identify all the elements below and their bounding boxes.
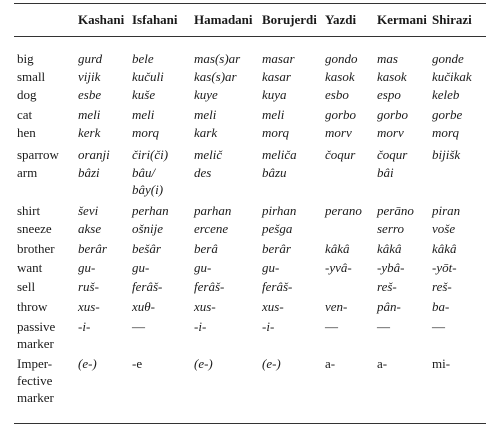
table-cell: gondo (325, 51, 358, 66)
table-cell: kučikak (432, 69, 472, 84)
column-header-kermani: Kermani (377, 12, 427, 27)
table-cell: -i- (78, 319, 91, 334)
table-cell: gu- (78, 260, 96, 275)
table-cell: morq (432, 125, 459, 140)
table-cell: ferâš- (194, 279, 225, 294)
table-cell: kuya (262, 87, 287, 102)
table-cell: mas (377, 51, 398, 66)
table-cell: berâr (78, 241, 107, 256)
row-label: want (17, 260, 43, 275)
table-cell: esbe (78, 87, 102, 102)
row-label: Imper- fective marker (17, 356, 54, 405)
table-cell: meli (262, 107, 285, 122)
row-label: shirt (17, 203, 41, 218)
table-cell: pirhan (262, 203, 297, 218)
table-cell: melič (194, 147, 223, 162)
column-header-kashani: Kashani (78, 12, 125, 27)
table-cell: ercene (194, 221, 229, 236)
table-cell: ferâš- (132, 279, 163, 294)
table-cell: meliča (262, 147, 297, 162)
table-cell: berâr (262, 241, 291, 256)
table-cell: a- (325, 356, 336, 371)
table-cell: voše (432, 221, 456, 236)
table-cell: esbo (325, 87, 349, 102)
table-cell: xus- (78, 299, 100, 314)
row-label: sell (17, 279, 36, 294)
table-cell: morq (132, 125, 159, 140)
table-cell: meli (132, 107, 155, 122)
table-top-rule (14, 3, 486, 4)
row-label: arm (17, 165, 38, 180)
table-cell: -e (132, 356, 143, 371)
table-cell: ferâš- (262, 279, 293, 294)
table-cell: serro (377, 221, 404, 236)
table-cell: bâzu (262, 165, 287, 180)
table-cell: -yvâ- (325, 260, 352, 275)
table-cell: vijik (78, 69, 101, 84)
table-cell: gurd (78, 51, 103, 66)
table-cell: akse (78, 221, 102, 236)
table-cell: keleb (432, 87, 460, 102)
table-cell: espo (377, 87, 401, 102)
table-cell: gorbe (432, 107, 463, 122)
table-cell: gonde (432, 51, 464, 66)
table-cell: bâi (377, 165, 394, 180)
table-cell: gorbo (377, 107, 409, 122)
table-cell: gorbo (325, 107, 357, 122)
table-cell: meli (78, 107, 101, 122)
table-cell: mi- (432, 356, 451, 371)
table-cell: (e-) (194, 356, 213, 371)
table-cell: kasar (262, 69, 291, 84)
table-cell: perāno (377, 203, 414, 218)
table-cell: gu- (194, 260, 212, 275)
table-cell: -i- (262, 319, 275, 334)
table-cell: kuye (194, 87, 218, 102)
column-header-yazdi: Yazdi (325, 12, 357, 27)
table-cell: (e-) (78, 356, 97, 371)
table-cell: bešâr (132, 241, 161, 256)
table-bottom-rule (14, 423, 486, 424)
row-label: big (17, 51, 34, 66)
table-cell: — (132, 319, 145, 334)
table-cell: morq (262, 125, 289, 140)
table-cell: kasok (325, 69, 355, 84)
table-cell: kâkâ (377, 241, 402, 256)
table-cell: kâkâ (325, 241, 350, 256)
table-cell: čiri(či) (132, 147, 169, 162)
table-cell: reš- (377, 279, 397, 294)
table-cell: pešga (262, 221, 293, 236)
table-cell: xuθ- (132, 299, 155, 314)
table-cell: morv (325, 125, 352, 140)
row-label: throw (17, 299, 48, 314)
table-cell: masar (262, 51, 295, 66)
table-cell: kerk (78, 125, 101, 140)
column-header-borujerdi: Borujerdi (262, 12, 317, 27)
table-cell: -ybâ- (377, 260, 405, 275)
table-cell: čoqur (325, 147, 356, 162)
row-label: sparrow (17, 147, 59, 162)
table-cell: parhan (194, 203, 232, 218)
row-label: cat (17, 107, 33, 122)
table-cell: bijišk (432, 147, 461, 162)
table-cell: bâzi (78, 165, 100, 180)
row-label: hen (17, 125, 36, 140)
column-header-hamadani: Hamadani (194, 12, 253, 27)
table-cell: ven- (325, 299, 348, 314)
table-cell: kasok (377, 69, 407, 84)
table-cell: perhan (132, 203, 169, 218)
table-cell: bele (132, 51, 154, 66)
table-cell: meli (194, 107, 217, 122)
table-cell: piran (432, 203, 461, 218)
table-cell: xus- (194, 299, 216, 314)
row-label: small (17, 69, 46, 84)
header-rule (14, 36, 486, 37)
table-cell: oranji (78, 147, 110, 162)
table-cell: gu- (262, 260, 280, 275)
table-cell: kuše (132, 87, 156, 102)
table-cell: (e-) (262, 356, 281, 371)
row-label: sneeze (17, 221, 52, 236)
table-cell: ba- (432, 299, 450, 314)
table-cell: berâ (194, 241, 218, 256)
row-label: brother (17, 241, 55, 256)
table-cell: bâu/ bây(i) (132, 165, 164, 197)
table-cell: — (377, 319, 390, 334)
table-cell: čoqur (377, 147, 408, 162)
table-cell: kas(s)ar (194, 69, 237, 84)
column-header-isfahani: Isfahani (132, 12, 178, 27)
table-cell: — (325, 319, 338, 334)
table-cell: morv (377, 125, 404, 140)
table-cell: -yōt- (432, 260, 457, 275)
table-cell: -i- (194, 319, 207, 334)
table-cell: ruš- (78, 279, 99, 294)
table-cell: des (194, 165, 212, 180)
row-label: dog (17, 87, 37, 102)
table-cell: gu- (132, 260, 150, 275)
table-cell: — (432, 319, 445, 334)
table-cell: mas(s)ar (194, 51, 241, 66)
column-header-shirazi: Shirazi (432, 12, 472, 27)
table-cell: ševi (78, 203, 99, 218)
table-cell: ošnije (132, 221, 164, 236)
table-cell: kark (194, 125, 218, 140)
table-cell: pân- (377, 299, 401, 314)
table-cell: kâkâ (432, 241, 457, 256)
table-cell: perano (325, 203, 362, 218)
row-label: passive marker (17, 319, 56, 351)
table-cell: a- (377, 356, 388, 371)
table-cell: xus- (262, 299, 284, 314)
table-cell: reš- (432, 279, 452, 294)
table-cell: kučuli (132, 69, 164, 84)
